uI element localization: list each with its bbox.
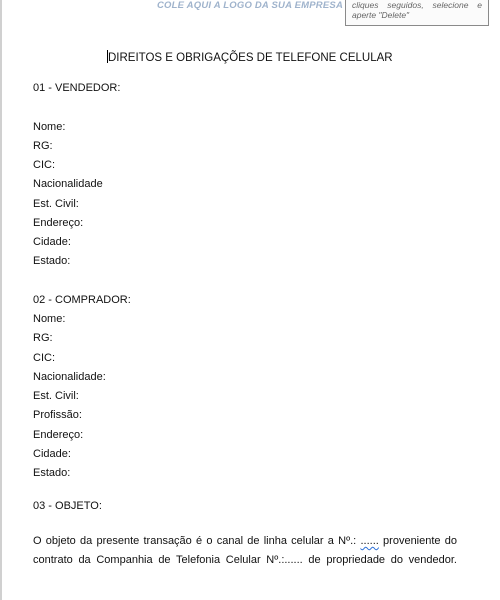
- seller-field-nationality: Nacionalidade: [33, 178, 103, 190]
- instruction-text-box[interactable]: [345, 0, 489, 26]
- seller-field-name: Nome:: [33, 121, 66, 133]
- seller-heading: 01 - VENDEDOR:: [33, 82, 121, 94]
- buyer-field-civil-status: Est. Civil:: [33, 390, 79, 402]
- buyer-field-city: Cidade:: [33, 448, 71, 460]
- seller-field-cic: CIC:: [33, 159, 55, 171]
- object-paragraph: [33, 532, 457, 570]
- object-heading: 03 - OBJETO:: [33, 500, 102, 512]
- buyer-field-address: Endereço:: [33, 429, 84, 441]
- seller-field-rg: RG:: [33, 140, 53, 152]
- object-line1-suffix: proveniente do: [383, 535, 457, 547]
- buyer-heading: 02 - COMPRADOR:: [33, 294, 131, 306]
- buyer-field-state: Estado:: [33, 467, 71, 479]
- buyer-field-profession: Profissão:: [33, 409, 82, 421]
- object-line1-prefix: O objeto da presente transação é o canal de linha celular a Nº.:: [33, 535, 357, 547]
- logo-placeholder[interactable]: COLE AQUI A LOGO DA SUA EMPRESA: [157, 0, 344, 11]
- seller-field-state: Estado:: [33, 255, 71, 267]
- phone-number-blank: ......: [360, 535, 379, 547]
- seller-field-civil-status: Est. Civil:: [33, 198, 79, 210]
- seller-field-address: Endereço:: [33, 217, 84, 229]
- page-edge: [0, 0, 2, 600]
- buyer-field-name: Nome:: [33, 313, 66, 325]
- tip-line-3: aperte "Delete": [352, 10, 410, 20]
- seller-field-city: Cidade:: [33, 236, 71, 248]
- buyer-field-cic: CIC:: [33, 352, 55, 364]
- document-title-text: DIREITOS E OBRIGAÇÕES DE TELEFONE CELULAR: [108, 52, 393, 64]
- buyer-field-nationality: Nacionalidade:: [33, 371, 106, 383]
- document-title[interactable]: [107, 50, 397, 64]
- object-paragraph-line-1: [33, 532, 457, 551]
- object-paragraph-line-2: contrato da Companhia de Telefonia Celular Nº.:...... de propriedade do vendedor.: [33, 554, 457, 566]
- tip-line-2: cliques seguidos, selecione e: [352, 0, 482, 10]
- buyer-field-rg: RG:: [33, 332, 53, 344]
